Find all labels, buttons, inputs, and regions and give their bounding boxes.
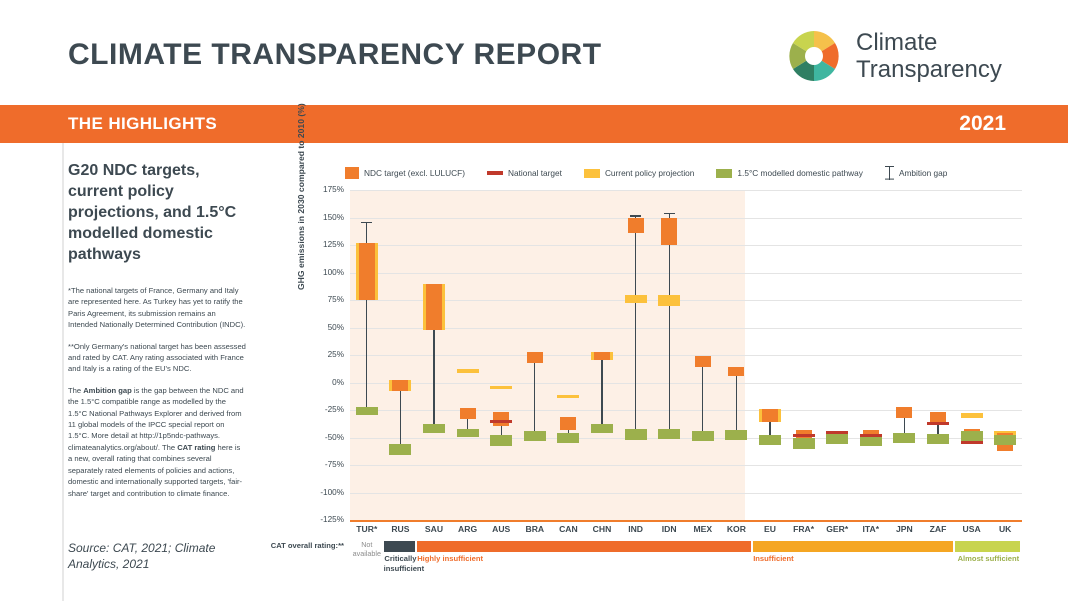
country-column: [384, 190, 418, 520]
cat-segment: [753, 541, 953, 552]
ambition-gap-whisker: [534, 352, 535, 436]
cat-rating-label: CAT overall rating:**: [270, 541, 344, 550]
legend-label-cpp: Current policy projection: [604, 168, 695, 178]
y-tick-label: -25%: [324, 405, 344, 414]
current-policy-bar: [625, 295, 647, 304]
ndc-target-bar: [560, 417, 576, 430]
y-tick-label: 125%: [323, 240, 344, 249]
national-target-marker: [490, 420, 512, 423]
brand-line-1: Climate: [856, 29, 938, 56]
x-axis-tick-mex: MEX: [693, 524, 713, 534]
legend-item-pathway: [716, 168, 863, 178]
country-column: [753, 190, 787, 520]
ndc-target-bar: [628, 218, 644, 233]
source-note: Source: CAT, 2021; Climate Analytics, 2021: [68, 541, 216, 571]
ambition-gap-whisker: [635, 215, 636, 434]
pathway-bar: [961, 431, 983, 441]
footnote-2: **Only Germany's national target has been assessed and rated by CAT. Any rating associated with France and Italy is a rating of the EU's NDC.: [68, 341, 246, 374]
ambition-gap-swatch-icon: [885, 166, 894, 180]
country-column: [787, 190, 821, 520]
current-policy-bar: [457, 369, 479, 372]
pathway-bar: [423, 424, 445, 433]
pathway-bar: [356, 407, 378, 416]
legend-item-cpp: [584, 168, 694, 178]
pathway-bar: [692, 431, 714, 441]
footnote-1: *The national targets of France, Germany and Italy are represented here. As Turkey has yet to ratify the Paris Agreement, its submission remains an Intended Nationally Determined Contribution (INDC).: [68, 286, 246, 330]
ndc-target-bar: [359, 243, 375, 300]
pathway-bar: [826, 434, 848, 444]
y-tick-label: 50%: [327, 322, 344, 332]
ambition-gap-whisker: [669, 213, 670, 433]
cat-rating-row: [350, 540, 1022, 573]
country-column: [552, 190, 586, 520]
national-target-swatch-icon: [487, 171, 503, 175]
pathway-bar: [793, 438, 815, 449]
y-tick-label: 0%: [332, 377, 344, 387]
legend-label-pathway: 1.5°C modelled domestic pathway: [737, 168, 863, 178]
current-policy-bar: [658, 295, 680, 306]
x-axis-labels: [350, 524, 1022, 540]
series-bars: [350, 190, 1022, 520]
y-tick-label: 175%: [323, 185, 344, 194]
x-axis-tick-fra: FRA*: [793, 524, 815, 534]
x-axis-tick-rus: RUS: [391, 524, 410, 534]
ndc-target-bar: [695, 356, 711, 367]
pathway-bar: [893, 433, 915, 443]
x-axis-tick-usa: USA: [962, 524, 981, 534]
x-axis-tick-sau: SAU: [424, 524, 444, 534]
cat-segment-label: Highly insufficient: [417, 554, 484, 563]
country-column: [417, 190, 451, 520]
climate-transparency-logo-icon: [786, 28, 842, 84]
x-axis-tick-eu: EU: [764, 524, 776, 534]
pathway-bar: [927, 434, 949, 444]
country-column: [619, 190, 653, 520]
legend-item-national: [487, 168, 562, 178]
x-axis-tick-idn: IDN: [661, 524, 677, 534]
pathway-bar: [759, 435, 781, 445]
country-column: [484, 190, 518, 520]
pathway-bar: [994, 435, 1016, 445]
pathway-swatch-icon: [716, 169, 732, 178]
page-title: CLIMATE TRANSPARENCY REPORT: [68, 38, 602, 71]
band-year: 2021: [959, 112, 1006, 135]
national-target-marker: [793, 434, 815, 437]
footnote-3-e: here is a new, overall rating that combines several separately rated elements of policies and actions, domestic and internationally supported targets, 'fair-share' target and contribution to climate finance.: [68, 442, 243, 498]
cat-segment-label: Insufficient: [753, 554, 794, 563]
x-axis-tick-tur: TUR*: [356, 524, 378, 534]
current-policy-bar: [557, 395, 579, 398]
legend-label-national: National target: [507, 168, 562, 178]
x-axis-tick-aus: AUS: [492, 524, 511, 534]
x-axis-tick-zaf: ZAF: [929, 524, 947, 534]
pathway-bar: [658, 429, 680, 439]
x-axis-tick-ger: GER*: [826, 524, 849, 534]
country-column: [350, 190, 384, 520]
country-column: [451, 190, 485, 520]
whisker-cap: [664, 213, 675, 214]
y-tick-label: 150%: [323, 212, 344, 222]
current-policy-bar: [961, 413, 983, 417]
pathway-bar: [557, 433, 579, 443]
pathway-bar: [389, 444, 411, 455]
country-column: [921, 190, 955, 520]
ndc-target-bar: [594, 352, 610, 361]
footnote-3-d: CAT rating: [177, 442, 216, 452]
ndc-target-bar: [392, 380, 408, 391]
footnote-3: [68, 385, 246, 499]
x-axis-line: [350, 520, 1022, 522]
pathway-bar: [457, 429, 479, 438]
brand-logo: [786, 28, 1002, 84]
x-axis-tick-chn: CHN: [592, 524, 612, 534]
x-axis-tick-kor: KOR: [726, 524, 746, 534]
footnote-3-a: The: [68, 385, 84, 395]
current-policy-swatch-icon: [584, 169, 600, 178]
country-column: [585, 190, 619, 520]
whisker-cap: [361, 222, 372, 223]
y-tick-label: -50%: [324, 432, 344, 442]
x-axis-tick-ita: ITA*: [862, 524, 880, 534]
country-column: [888, 190, 922, 520]
ndc-target-bar: [896, 407, 912, 418]
y-tick-label: -125%: [320, 515, 344, 524]
cat-not-available: Not available: [352, 540, 381, 558]
whisker-cap: [630, 215, 641, 216]
x-axis-tick-uk: UK: [998, 524, 1012, 534]
y-axis-title: GHG emissions in 2030 compared to 2010 (%): [296, 103, 306, 290]
country-column: [988, 190, 1022, 520]
cat-segment: [955, 541, 1020, 552]
legend-item-ndc: [345, 167, 465, 179]
left-divider: [62, 143, 64, 601]
x-axis-tick-jpn: JPN: [896, 524, 913, 534]
pathway-bar: [725, 430, 747, 440]
country-column: [955, 190, 989, 520]
legend-label-ndc: NDC target (excl. LULUCF): [364, 168, 465, 178]
ambition-gap-whisker: [736, 367, 737, 434]
x-axis-tick-can: CAN: [559, 524, 578, 534]
country-column: [518, 190, 552, 520]
ndc-swatch-icon: [345, 167, 359, 179]
pathway-bar: [524, 431, 546, 441]
footnote-3-b: Ambition gap: [83, 385, 132, 395]
band-label: THE HIGHLIGHTS: [68, 114, 218, 133]
national-target-marker: [860, 434, 882, 437]
pathway-bar: [591, 424, 613, 433]
national-target-marker: [961, 441, 983, 444]
brand-name: [856, 29, 1002, 83]
current-policy-bar: [490, 386, 512, 389]
x-axis-tick-arg: ARG: [458, 524, 478, 534]
y-tick-label: -75%: [324, 460, 344, 469]
y-tick-label: 25%: [327, 350, 344, 359]
national-target-marker: [826, 431, 848, 434]
brand-line-2: Transparency: [856, 56, 1002, 83]
footnote-3-c: is the gap between the NDC and the 1.5°C compatible range as modelled by the 1.5°C National Pathways Explorer and derived from 11 global models of the IPCC special report on 1.5°C. More detail at http://1p5ndc-pathways. climateanalytics.org/about/. The: [68, 385, 244, 452]
ambition-gap-whisker: [601, 352, 602, 429]
ambition-gap-whisker: [702, 356, 703, 435]
pathway-bar: [860, 436, 882, 446]
footnotes: [68, 285, 246, 509]
pathway-bar: [490, 435, 512, 446]
chart-legend: [345, 166, 1035, 180]
cat-segment-label: Critically insufficient: [383, 554, 425, 573]
cat-segment: [417, 541, 751, 552]
national-target-marker: [927, 422, 949, 425]
country-column: [652, 190, 686, 520]
x-axis-tick-bra: BRA: [525, 524, 545, 534]
y-tick-label: -100%: [320, 487, 344, 497]
legend-item-gap: [885, 166, 947, 180]
legend-label-gap: Ambition gap: [898, 168, 948, 178]
y-tick-label: 100%: [323, 267, 344, 277]
x-axis-tick-ind: IND: [628, 524, 643, 534]
lead-heading: G20 NDC targets, current policy projections, and 1.5°C modelled domestic pathways: [68, 162, 237, 263]
country-column: [854, 190, 888, 520]
ndc-target-bar: [426, 284, 442, 330]
cat-segment-label: Almost sufficient: [957, 554, 1020, 563]
ndc-target-bar: [661, 218, 677, 246]
country-column: [686, 190, 720, 520]
pathway-bar: [625, 429, 647, 440]
cat-segment: [384, 541, 416, 552]
country-column: [820, 190, 854, 520]
ndc-target-bar: [762, 409, 778, 422]
ndc-target-bar: [527, 352, 543, 363]
ndc-target-bar: [460, 408, 476, 419]
ndc-target-bar: [728, 367, 744, 376]
country-column: [720, 190, 754, 520]
y-tick-label: 75%: [327, 295, 344, 304]
